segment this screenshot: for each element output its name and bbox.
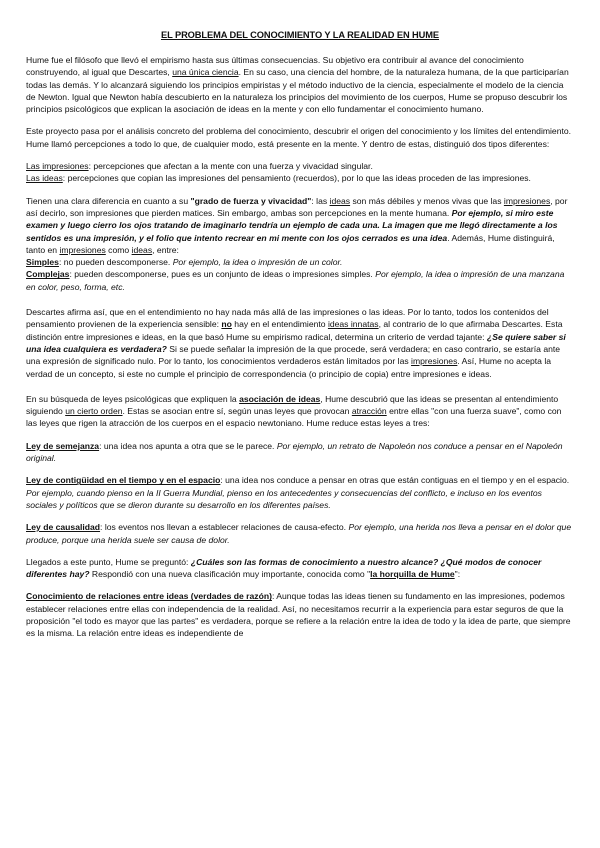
association-paragraph: En su búsqueda de leyes psicológicas que expliquen la asociación de ideas, Hume descubrió que las ideas se presentan al entendimiento siguiendo un cierto orden. Estas se asocian entre sí, según unas leyes que provocan atracción entre ellas "con una fuerza suave", como con las leyes que rigen la atracción de los cuerpos en el espacio newtoniano. Hume reduce estas leyes a tres:: [26, 393, 562, 429]
perceptions-paragraph: Este proyecto pasa por el análisis concreto del problema del conocimiento, descubrir el origen del conocimiento y los límites del entendimiento. Hume llamó percepciones a todo lo que, de cualquier modo, está presente en la mente. Y dentro de estas, distinguió dos tipos diferentes:: [26, 126, 572, 149]
hume-fork-paragraph: Llegados a este punto, Hume se preguntó: ¿Cuáles son las formas de conocimiento a nuestro alcance? ¿Qué modos de conocer diferentes hay? Respondió con una nueva clasificación muy importante, conocida como "la horquilla de Hume":: [26, 556, 542, 580]
intro-paragraph: Hume fue el filósofo que llevó el empirismo hasta sus últimas consecuencias. Su objetivo era contribuir al avance del conocimiento construyendo, al igual que Descartes, una única ciencia. En su caso, una ciencia del hombre, de la naturaleza humana, de la que participarían todas las demás. Y lo alcanzará siguiendo los principios empiristas y el método inductivo de la ciencia, especialmente el modelo de la ciencia de Newton. Igual que Newton había descubierto en la naturaleza los principios del movimiento de los cuerpos, Hume se propuso descubrir los principios psicológicos que explican la asociación de ideas en la mente y con ello fundamentar el conocimiento humano.: [26, 55, 569, 115]
perception-types-list: Las impresiones: percepciones que afectan a la mente con una fuerza y vivacidad singular. Las ideas: percepciones que copian las impresiones del pensamiento (recuerdos), por lo que las ideas proceden de las impresiones.: [26, 161, 531, 184]
term-impresiones: Las impresiones: [26, 161, 89, 172]
term-complejas: Complejas: [26, 269, 70, 280]
document-title: EL PROBLEMA DEL CONOCIMIENTO Y LA REALIDAD EN HUME: [160, 30, 440, 40]
document-page: [26, 30, 574, 640]
truth-criterion-paragraph: Descartes afirma así, que en el entendimiento no hay nada más allá de las impresiones o las ideas. Por lo tanto, todos los contenidos del pensamiento provienen de la experiencia sensible: no hay en el entendimiento ideas innatas, al contrario de lo que afirmaba Descartes. Esta distinción entre impresiones e ideas, en la que basó Hume su empirismo radical, determina un criterio de verdad tajante: ¿Se quiere saber si una idea cualquiera es verdadera? Si se puede señalar la impresión de la que procede, será verdadera; en caso contrario, se estaría ante una expresión de significado nulo. Por lo tanto, los conocimientos verdaderos están limitados por las impresiones. Así, Hume no acepta la verdad de un concepto, si este no cumple el principio de correspondencia (o principio de copia) entre impresiones e ideas.: [26, 307, 566, 379]
term-ideas: Las ideas: [26, 173, 63, 184]
relations-of-ideas-paragraph: Conocimiento de relaciones entre ideas (verdades de razón): Aunque todas las ideas tienen su fundamento en las impresiones, podemos establecer relaciones entre ellas con independencia de la realidad. Así, no necesitamos recurrir a la experiencia para estar seguros de que la proposición "el todo es mayor que las partes" es verdadera, porque se refiere a la relación entre la idea de todo y la idea de parte, que siempre es la misma. La relación entre ideas es independiente de: [26, 591, 571, 639]
term-simples: Simples: [26, 257, 59, 268]
exam-example: Por ejemplo, si miro este examen y luego cierro los ojos tratando de imaginarlo tendría un ejemplo de cada una. La imagen que me llegó directamente a los sentidos es una impresión, y el folio que intento recrear en mi mente con los ojos cerrados es una idea: [26, 207, 558, 243]
vivacity-paragraph: Tienen una clara diferencia en cuanto a su "grado de fuerza y vivacidad": las ideas son más débiles y menos vivas que las impresiones, por así decirlo, son impresiones que pierden matices. Sin embargo, ambas son percepciones en la mente humana. Por ejemplo, si miro este examen y luego cierro los ojos tratando de imaginarlo tendría un ejemplo de cada una. La imagen que me llegó directamente a los sentidos es una impresión, y el folio que intento recrear en mi mente con los ojos cerrados es una idea. Además, Hume distinguirá, tanto en impresiones como ideas, entre: Simples: no pueden descomponerse. Por ejemplo, la idea o impresión de un color. Complejas: pueden descomponerse, pues es un conjunto de ideas o impresiones simples. Por ejemplo, la idea o impresión de una manzana en color, peso, forma, etc.: [26, 195, 568, 292]
law-contiguity: Ley de contigüidad en el tiempo y en el espacio: una idea nos conduce a pensar en otras que están contiguas en el tiempo y en el espacio. Por ejemplo, cuando pienso en la II Guerra Mundial, pienso en los antecedentes y consecuencias del conflicto, e incluso en los eventos sociales y políticos que se dieron durante su desarrollo en los diferentes países.: [26, 475, 570, 510]
law-resemblance: Ley de semejanza: una idea nos apunta a otra que se le parece. Por ejemplo, un retrato de Napoleón nos conduce a pensar en el Napoleón original.: [26, 440, 563, 464]
law-causality: Ley de causalidad: los eventos nos llevan a establecer relaciones de causa-efecto. Por ejemplo, una herida nos lleva a pensar en el dolor que produce, porque una herida suele ser causa de dolor.: [26, 522, 572, 545]
